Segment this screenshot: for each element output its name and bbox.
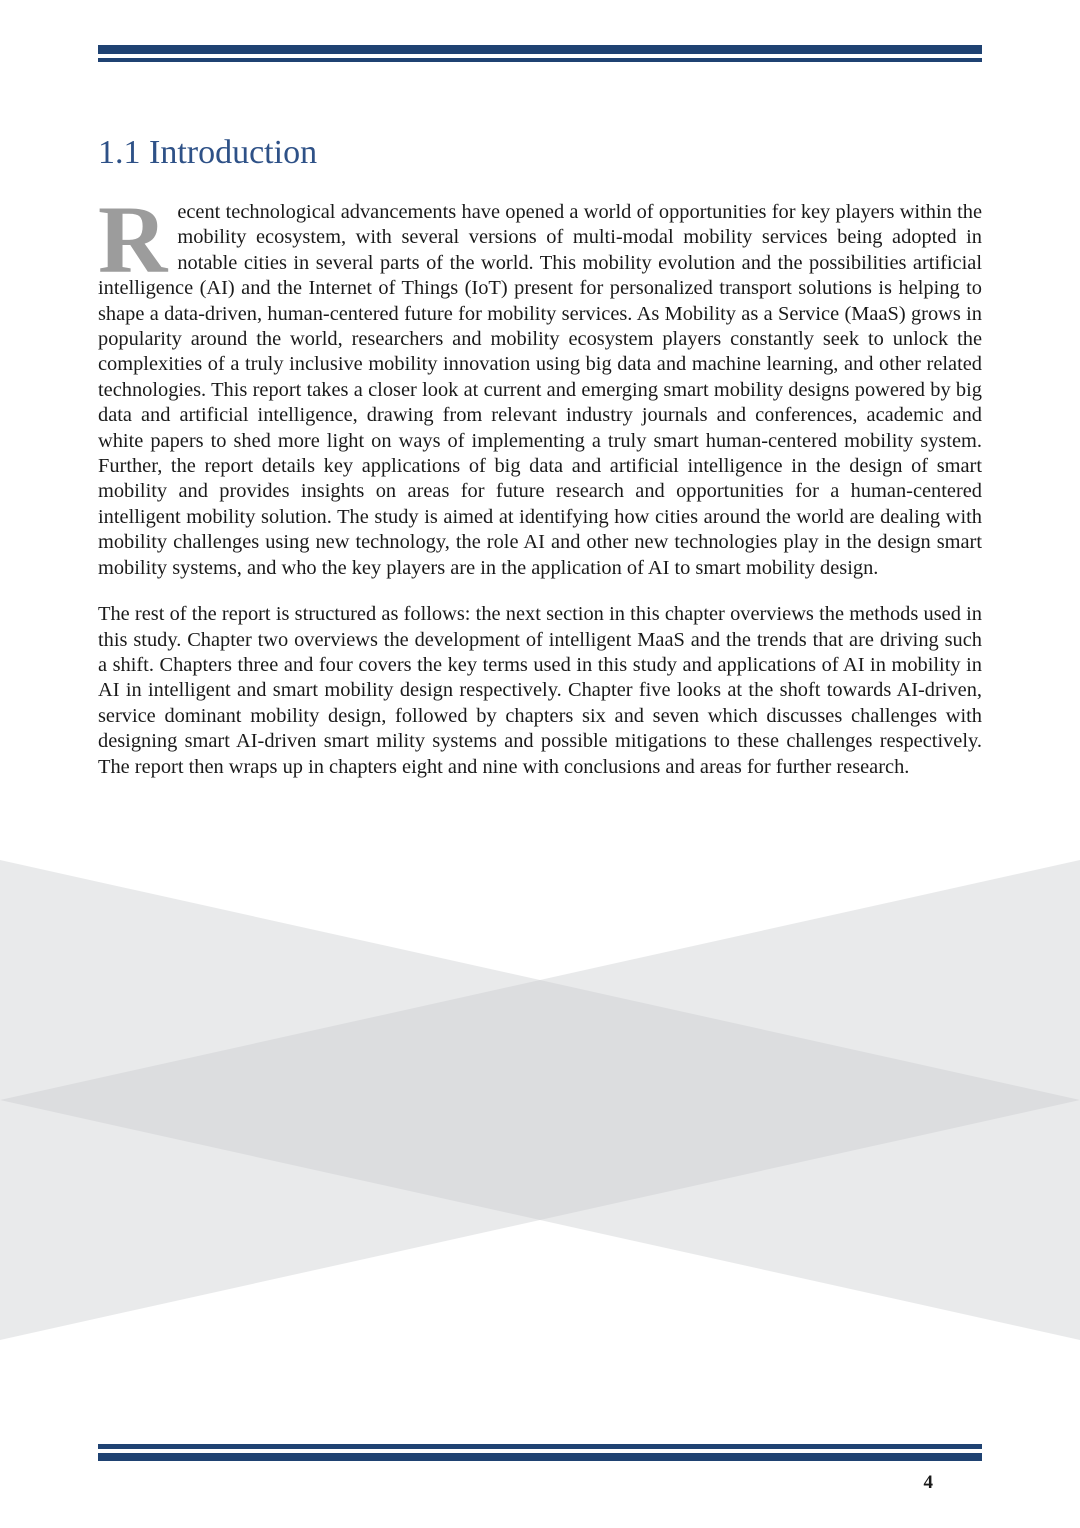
header-rule-thick xyxy=(98,45,982,54)
footer-rule-thin xyxy=(98,1444,982,1449)
background-x-shape xyxy=(0,860,1080,1340)
section-heading: 1.1 Introduction xyxy=(98,134,318,171)
drop-cap-letter: R xyxy=(98,186,168,293)
header-rule-thin xyxy=(98,58,982,62)
page-content xyxy=(98,128,982,780)
intro-paragraph xyxy=(98,186,982,581)
structure-paragraph: The rest of the report is structured as follows: the next section in this chapter overviews the methods used in this study. Chapter two overviews the development of intelligent MaaS and the trends that are driving such a shift. Chapters three and four covers the key terms used in this study and applications of AI in mobility in AI in intelligent and smart mobility design respectively. Chapter five looks at the shoft towards AI-driven, service dominant mobility design, followed by chapters six and seven which discusses challenges with designing smart AI-driven smart mility systems and possible mitigations to these challenges respectively. The report then wraps up in chapters eight and nine with conclusions and areas for further research. xyxy=(98,603,982,778)
page-number: 4 xyxy=(923,1472,933,1493)
footer-rule-thick xyxy=(98,1453,982,1461)
intro-paragraph-text: ecent technological advancements have opened a world of opportunities for key players within the mobility ecosystem, with several versions of multi-modal mobility services being adopted in notable cities in several parts of the world. This mobility evolution and the possibilities artificial intelligence (AI) and the Internet of Things (IoT) present for personalized transport solutions is helping to shape a data-driven, human-centered future for mobility services. As Mobility as a Service (MaaS) grows in popularity around the world, researchers and mobility ecosystem players constantly seek to unlock the complexities of a truly inclusive mobility innovation using big data and machine learning, and other related technologies. This report takes a closer look at current and emerging smart mobility designs powered by big data and artificial intelligence, drawing from relevant industry journals and conferences, academic and white papers to shed more light on ways of implementing a truly smart human-centered mobility system. Further, the report details key applications of big data and artificial intelligence in the design of smart mobility and provides insights on areas for future research and opportunities for a human-centered intelligent mobility solution. The study is aimed at identifying how cities around the world are dealing with mobility challenges using new technology, the role AI and other new technologies play in the design smart mobility systems, and who the key players are in the application of AI to smart mobility design. xyxy=(98,201,982,579)
